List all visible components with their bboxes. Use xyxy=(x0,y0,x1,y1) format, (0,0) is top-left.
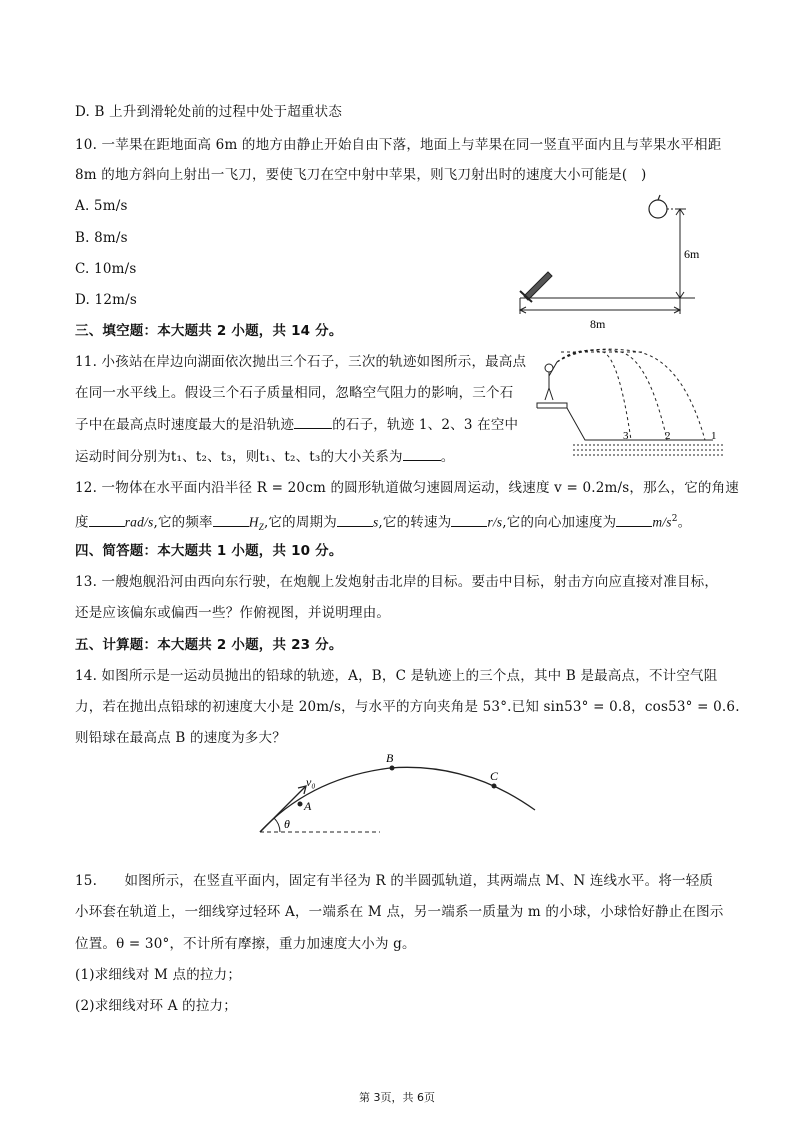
q10-width-label: 8m xyxy=(590,317,606,331)
q13-line-2: 还是应该偏东或偏西一些？作俯视图，并说明理由。 xyxy=(75,605,391,621)
q14-line-3: 则铅球在最高点 B 的速度为多大？ xyxy=(75,730,286,746)
q10-option-d: D. 12m/s xyxy=(75,292,137,308)
point-a-label: A xyxy=(304,799,312,813)
q10-height-label: 6m xyxy=(684,247,700,261)
q15-line-1: 15. 如图所示，在竖直平面内，固定有半径为 R 的半圆弧轨道，其两端点 M、N 连线水平。将一轻质 xyxy=(75,873,714,889)
trajectory-2-label: 2 xyxy=(665,430,671,442)
theta-label: θ xyxy=(284,817,290,831)
child-icon xyxy=(545,362,557,400)
q14-line-1: 14. 如图所示是一运动员抛出的铅球的轨迹，A，B，C 是轨迹上的三个点，其中 B 是最高点，不计空气阻 xyxy=(75,668,718,684)
section-3-title: 三、填空题：本大题共 2 小题，共 14 分。 xyxy=(75,323,343,339)
q12-blank-3[interactable] xyxy=(337,512,373,527)
point-b-label: B xyxy=(386,751,394,765)
point-c-label: C xyxy=(490,769,499,783)
q11-blank-2[interactable] xyxy=(403,446,441,461)
q12-line-1: 12. 一物体在水平面内沿半径 R = 20cm 的圆形轨道做匀速圆周运动，线速度 v = 0.2m/s，那么，它的角速 xyxy=(75,480,739,496)
section-5-title: 五、计算题：本大题共 2 小题，共 23 分。 xyxy=(75,637,343,653)
q10-option-c: C. 10m/s xyxy=(75,261,137,277)
trajectory-1-label: 1 xyxy=(711,430,717,442)
q10-line-1: 10. 一苹果在距地面高 6m 的地方由静止开始自由下落，地面上与苹果在同一竖直平面内且与苹果水平相距 xyxy=(75,137,722,153)
q11-line-4: 运动时间分别为t₁、t₂、t₃，则t₁、t₂、t₃的大小关系为 。 xyxy=(75,446,454,467)
q13-line-1: 13. 一艘炮舰沿河由西向东行驶，在炮舰上发炮射击北岸的目标。要击中目标，射击方向应直接对准目标， xyxy=(75,574,719,590)
q11-line-2: 在同一水平线上。假设三个石子质量相同，忽略空气阻力的影响，三个石 xyxy=(75,385,514,401)
q12-blank-1[interactable] xyxy=(89,512,125,527)
q15-line-3: 位置。θ = 30°，不计所有摩擦，重力加速度大小为 g。 xyxy=(75,936,416,952)
q14-line-2: 力，若在抛出点铅球的初速度大小是 20m/s，与水平的方向夹角是 53°.已知 sin53° = 0.8，cos53° = 0.6. xyxy=(75,699,740,715)
trajectory-3-label: 3 xyxy=(623,430,629,442)
q11-figure xyxy=(533,348,728,463)
q12-blank-5[interactable] xyxy=(616,512,652,527)
apple-icon xyxy=(649,195,667,218)
q9-option-d: D. B 上升到滑轮处前的过程中处于超重状态 xyxy=(75,104,343,120)
q10-line-2: 8m 的地方斜向上射出一飞刀，要使飞刀在空中射中苹果，则飞刀射出时的速度大小可能是( ) xyxy=(75,167,647,183)
q12-blank-4[interactable] xyxy=(451,512,487,527)
q10-option-a: A. 5m/s xyxy=(75,198,128,214)
q12-blank-2[interactable] xyxy=(213,512,249,527)
q15-line-2: 小环套在轨道上，一细线穿过轻环 A，一端系在 M 点，另一端系一质量为 m 的小球，小球恰好静止在图示 xyxy=(75,904,724,920)
q11-blank-1[interactable] xyxy=(294,414,332,429)
q11-line-1: 11. 小孩站在岸边向湖面依次抛出三个石子，三次的轨迹如图所示，最高点 xyxy=(75,354,527,370)
q15-sub-1: (1)求细线对 M 点的拉力； xyxy=(75,967,242,983)
v0-label: v₀ xyxy=(306,775,316,789)
q15-sub-2: (2)求细线对环 A 的拉力； xyxy=(75,998,237,1014)
q10-figure xyxy=(510,192,725,337)
q11-line-3: 子中在最高点时速度最大的是沿轨迹 的石子，轨迹 1、2、3 在空中 xyxy=(75,414,518,435)
q10-option-b: B. 8m/s xyxy=(75,230,128,246)
page-footer: 第 3页，共 6页 xyxy=(359,1091,435,1104)
q14-figure xyxy=(250,748,550,840)
section-4-title: 四、简答题：本大题共 1 小题，共 10 分。 xyxy=(75,543,343,559)
q12-line-2: 度 rad/s,它的频率 $H_Z$,它的周期为 s,它的转速为 r/s,它的向心加速度为 $m/s^2$。 xyxy=(75,509,691,538)
